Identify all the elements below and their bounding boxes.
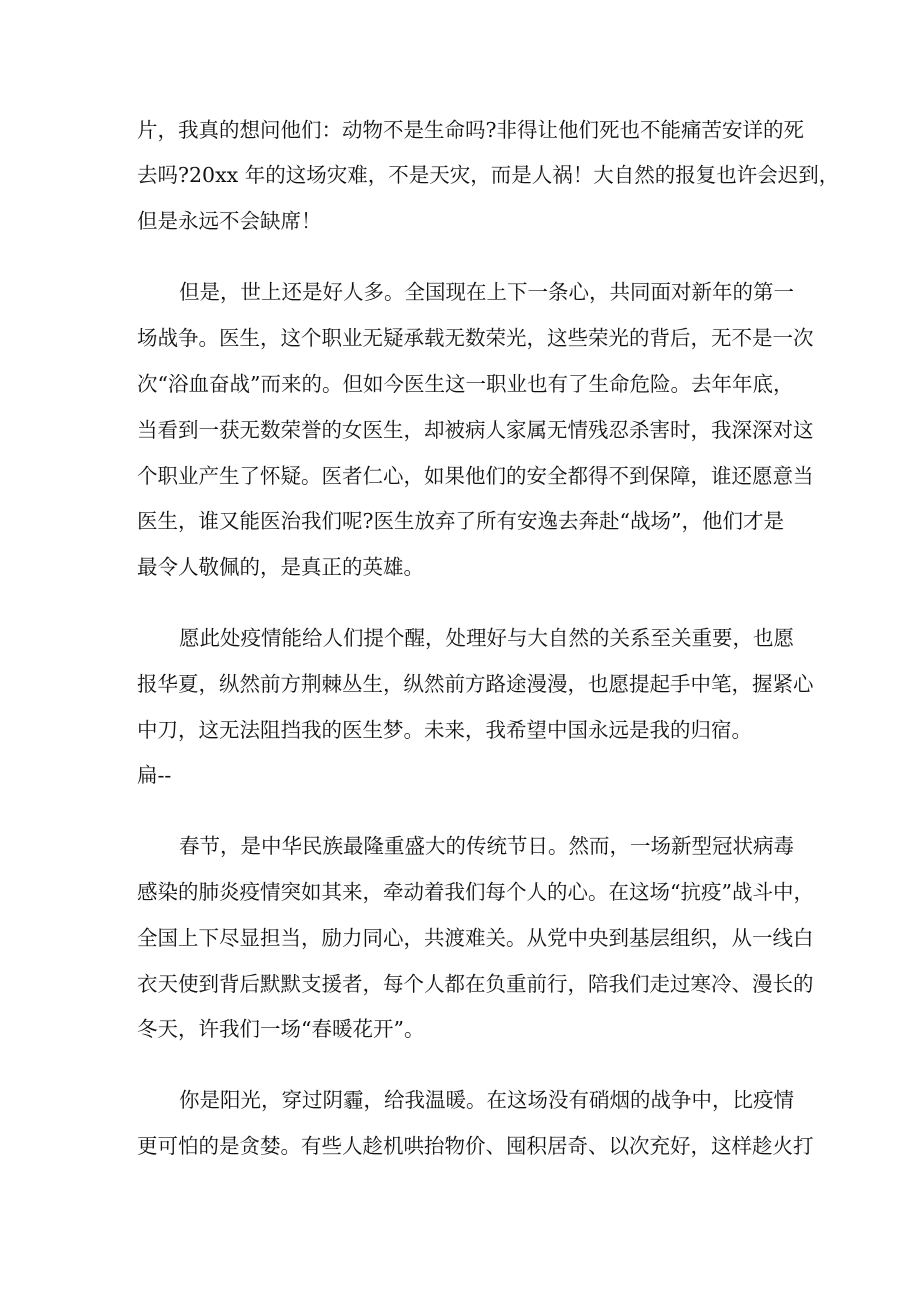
text-line: 冬天，许我们一场“春暖花开”。 <box>137 1017 425 1041</box>
text-line: 中刀，这无法阻挡我的医生梦。未来，我希望中国永远是我的归宿。 <box>137 718 752 742</box>
text-line: 当看到一获无数荣誉的女医生，却被病人家属无情残忍杀害时，我深深对这 <box>137 418 814 442</box>
section-marker: 扁-- <box>137 763 172 787</box>
paragraph-first-line: 你是阳光，穿过阴霾，给我温暖。在这场没有硝烟的战争中，比疫情 <box>179 1088 794 1112</box>
text-line: 更可怕的是贪婪。有些人趁机哄抬物价、囤积居奇、以次充好，这样趁火打 <box>137 1134 814 1158</box>
text-line: 次“浴血奋战”而来的。但如今医生这一职业也有了生命危险。去年年底， <box>137 372 794 396</box>
text-line: 最令人敬佩的，是真正的英雄。 <box>137 555 424 579</box>
text-line: 医生，谁又能医治我们呢?医生放弃了所有安逸去奔赴“战场”，他们才是 <box>137 509 784 533</box>
text-line: 但是永远不会缺席！ <box>137 209 322 233</box>
text-line: 全国上下尽显担当，励力同心，共渡难关。从党中央到基层组织，从一线白 <box>137 926 814 950</box>
paragraph-first-line: 但是，世上还是好人多。全国现在上下一条心，共同面对新年的第一 <box>179 280 794 304</box>
text-line: 报华夏，纵然前方荆棘丛生，纵然前方路途漫漫，也愿提起手中笔，握紧心 <box>137 672 814 696</box>
text-line: 场战争。医生，这个职业无疑承载无数荣光，这些荣光的背后，无不是一次 <box>137 326 814 350</box>
text-line: 去吗?20xx 年的这场灾难，不是天灾，而是人祸！大自然的报复也许会迟到， <box>137 163 840 187</box>
text-line: 感染的肺炎疫情突如其来，牵动着我们每个人的心。在这场“抗疫”战斗中， <box>137 880 814 904</box>
text-line: 衣天使到背后默默支援者，每个人都在负重前行，陪我们走过寒冷、漫长的 <box>137 972 814 996</box>
paragraph-first-line: 愿此处疫情能给人们提个醒，处理好与大自然的关系至关重要，也愿 <box>179 626 794 650</box>
paragraph-first-line: 春节，是中华民族最隆重盛大的传统节日。然而，一场新型冠状病毒 <box>179 834 794 858</box>
text-line: 个职业产生了怀疑。医者仁心，如果他们的安全都得不到保障，谁还愿意当 <box>137 464 814 488</box>
text-line: 片，我真的想问他们：动物不是生命吗?非得让他们死也不能痛苦安详的死 <box>137 118 804 142</box>
